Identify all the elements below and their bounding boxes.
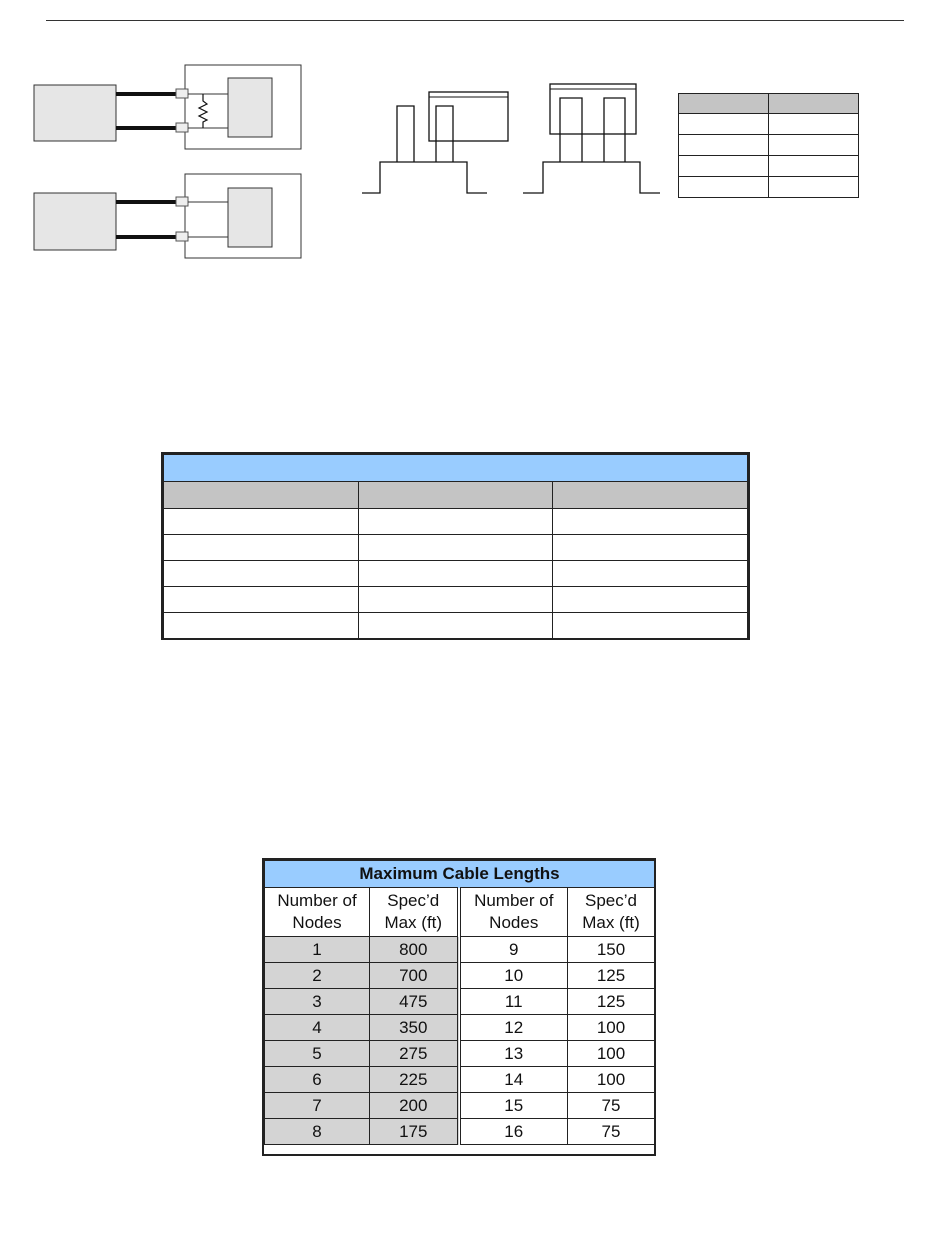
- header-rule: [46, 20, 904, 21]
- small-table-cell: [679, 94, 769, 114]
- max-length-cell: 800: [370, 937, 459, 963]
- header-nodes-a: [265, 888, 370, 937]
- table-row: [679, 114, 859, 135]
- small-table-cell: [679, 156, 769, 177]
- max-length-cell: 350: [370, 1015, 459, 1041]
- mid-table-cell: [553, 613, 748, 639]
- timing-diagram-1: [362, 92, 508, 193]
- small-table-cell: [679, 114, 769, 135]
- table-row: [265, 963, 655, 989]
- table-row: [164, 561, 748, 587]
- max-length-cell: 100: [568, 1067, 655, 1093]
- max-length-cell: 225: [370, 1067, 459, 1093]
- header-line: Number of: [474, 891, 554, 910]
- table-row: [679, 156, 859, 177]
- connector-icon: [176, 123, 188, 132]
- nodes-cell: 3: [265, 989, 370, 1015]
- mid-table-header-row: [164, 482, 748, 509]
- mid-table-cell: [553, 509, 748, 535]
- small-table-cell: [769, 114, 859, 135]
- transmitter-block: [34, 85, 116, 141]
- mid-table-header: [358, 482, 553, 509]
- max-length-cell: 125: [568, 989, 655, 1015]
- header-line: Spec’d: [585, 891, 637, 910]
- header-line: Max (ft): [582, 913, 640, 932]
- table-row: [265, 1015, 655, 1041]
- nodes-cell: 12: [459, 1015, 568, 1041]
- table-row: [164, 509, 748, 535]
- wiring-diagrams: [30, 60, 310, 265]
- table-row: [265, 1093, 655, 1119]
- max-length-cell: 150: [568, 937, 655, 963]
- nodes-cell: 13: [459, 1041, 568, 1067]
- mid-table-cell: [553, 535, 748, 561]
- cable-table-title: Maximum Cable Lengths: [265, 861, 655, 888]
- small-table: [678, 93, 859, 198]
- table-row: [679, 177, 859, 198]
- header-line: Nodes: [489, 913, 539, 932]
- nodes-cell: 6: [265, 1067, 370, 1093]
- nodes-cell: 10: [459, 963, 568, 989]
- table-row: [164, 535, 748, 561]
- mid-table: [161, 452, 750, 640]
- small-table-header: [679, 94, 859, 114]
- max-length-cell: 125: [568, 963, 655, 989]
- nodes-cell: 9: [459, 937, 568, 963]
- max-length-cell: 175: [370, 1119, 459, 1145]
- mid-table-header: [553, 482, 748, 509]
- header-line: Spec’d: [387, 891, 440, 910]
- small-table-cell: [769, 177, 859, 198]
- cable-lengths-table: [262, 858, 656, 1156]
- nodes-cell: 5: [265, 1041, 370, 1067]
- mid-table-cell: [553, 587, 748, 613]
- mid-table-cell: [358, 587, 553, 613]
- table-row: [265, 1041, 655, 1067]
- terminated-link-diagram: [34, 65, 301, 149]
- max-length-cell: 75: [568, 1093, 655, 1119]
- max-length-cell: 475: [370, 989, 459, 1015]
- nodes-cell: 4: [265, 1015, 370, 1041]
- small-table-cell: [769, 156, 859, 177]
- nodes-cell: 8: [265, 1119, 370, 1145]
- mid-table-cell: [358, 535, 553, 561]
- connector-icon: [176, 232, 188, 241]
- header-nodes-b: [459, 888, 568, 937]
- receiver-block: [228, 78, 272, 137]
- mid-table-cell: [358, 509, 553, 535]
- mid-table-cell: [553, 561, 748, 587]
- nodes-cell: 7: [265, 1093, 370, 1119]
- header-line: Max (ft): [384, 913, 443, 932]
- header-line: Nodes: [292, 913, 342, 932]
- mid-table-title: [164, 455, 748, 482]
- table-row: [265, 1119, 655, 1145]
- small-table-cell: [769, 94, 859, 114]
- nodes-cell: 2: [265, 963, 370, 989]
- max-length-cell: 700: [370, 963, 459, 989]
- cable-table-title-row: [265, 861, 655, 888]
- max-length-cell: 200: [370, 1093, 459, 1119]
- header-max-b: [568, 888, 655, 937]
- mid-table-title-row: [164, 455, 748, 482]
- max-length-cell: 275: [370, 1041, 459, 1067]
- cable-table-header-row: [265, 888, 655, 937]
- table-row: [265, 989, 655, 1015]
- transmitter-block: [34, 193, 116, 250]
- timing-diagram-2: [523, 84, 660, 193]
- header-max-a: [370, 888, 459, 937]
- connector-icon: [176, 89, 188, 98]
- nodes-cell: 16: [459, 1119, 568, 1145]
- max-length-cell: 100: [568, 1041, 655, 1067]
- mid-table-cell: [358, 613, 553, 639]
- connector-icon: [176, 197, 188, 206]
- mid-table-cell: [358, 561, 553, 587]
- mid-table-cell: [164, 535, 359, 561]
- table-row: [679, 135, 859, 156]
- table-row: [164, 613, 748, 639]
- table-row: [265, 937, 655, 963]
- unterminated-link-diagram: [34, 174, 301, 258]
- nodes-cell: 14: [459, 1067, 568, 1093]
- mid-table-cell: [164, 613, 359, 639]
- max-length-cell: 75: [568, 1119, 655, 1145]
- nodes-cell: 1: [265, 937, 370, 963]
- nodes-cell: 15: [459, 1093, 568, 1119]
- timing-diagrams: [360, 80, 665, 205]
- small-table-cell: [679, 135, 769, 156]
- mid-table-cell: [164, 561, 359, 587]
- table-row: [265, 1067, 655, 1093]
- max-length-cell: 100: [568, 1015, 655, 1041]
- header-line: Number of: [277, 891, 357, 910]
- nodes-cell: 11: [459, 989, 568, 1015]
- mid-table-cell: [164, 509, 359, 535]
- small-table-cell: [769, 135, 859, 156]
- small-table-cell: [679, 177, 769, 198]
- mid-table-header: [164, 482, 359, 509]
- receiver-block: [228, 188, 272, 247]
- table-row: [164, 587, 748, 613]
- mid-table-cell: [164, 587, 359, 613]
